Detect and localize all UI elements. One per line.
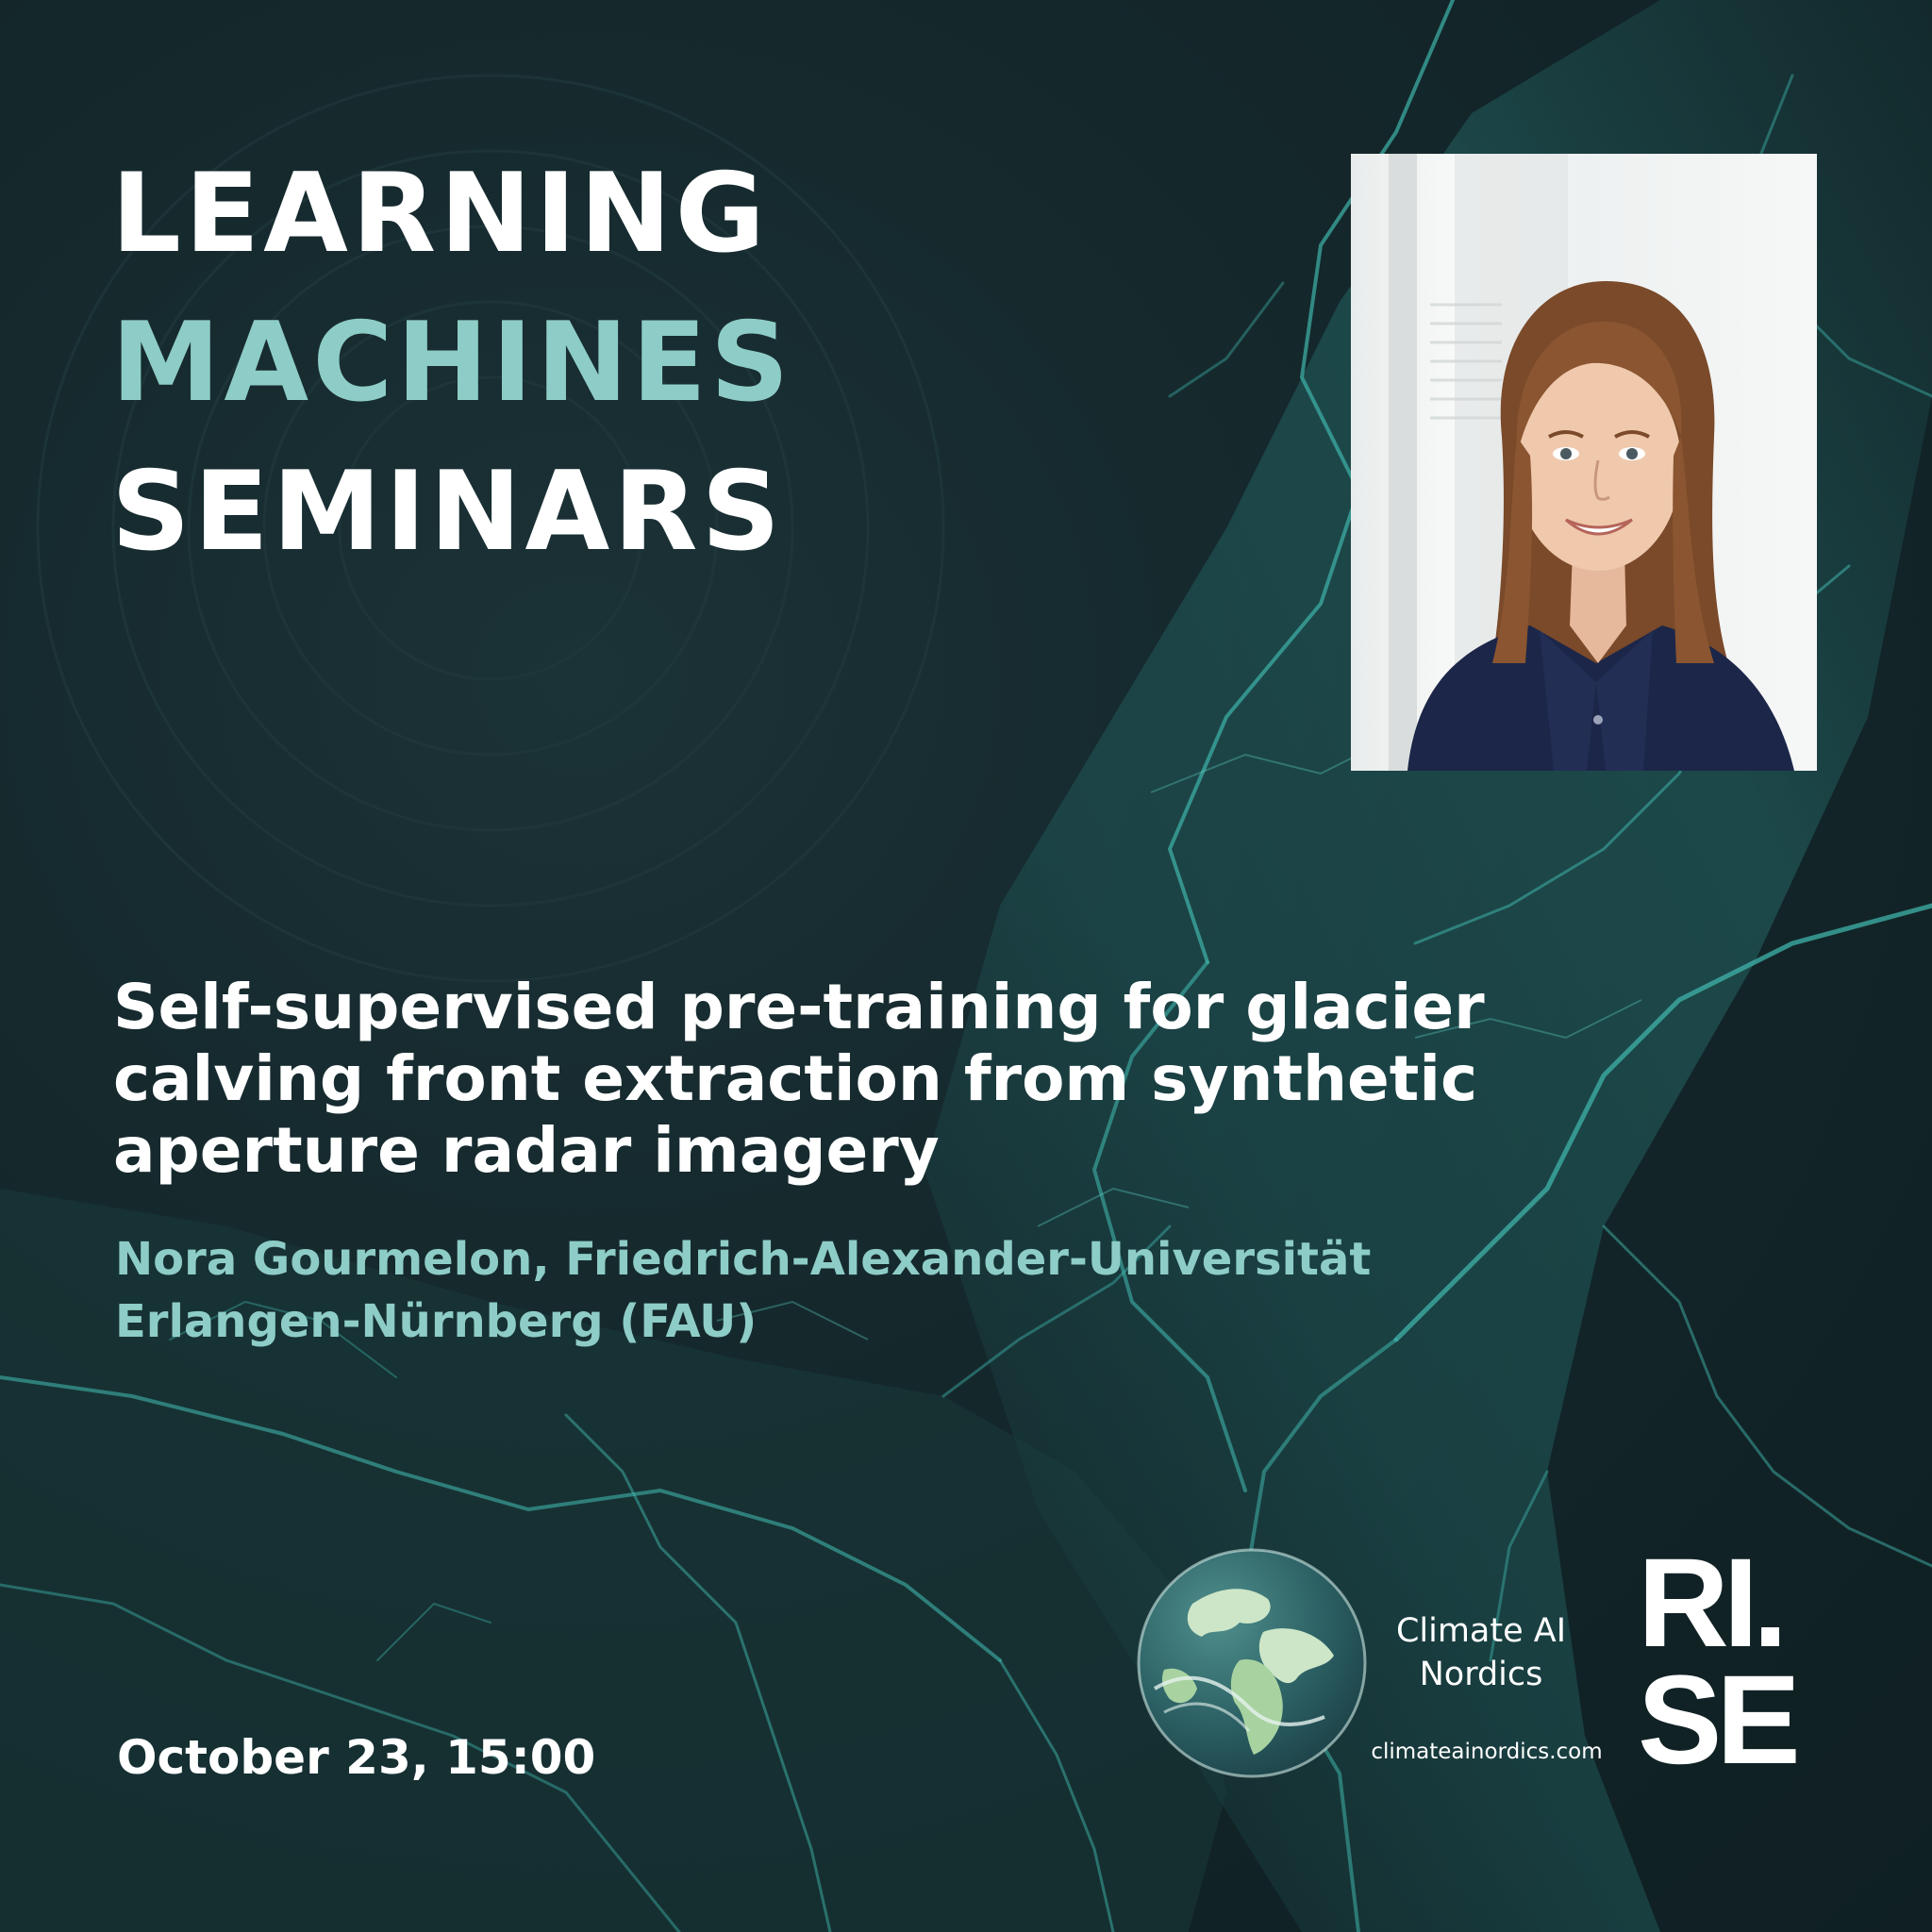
talk-title: Self-supervised pre-training for glacier calving front extraction from synthetic aperture radar imagery xyxy=(113,971,1485,1187)
climate-ai-name-line-2: Nordics xyxy=(1419,1656,1543,1693)
climate-ai-globe-icon xyxy=(1136,1547,1368,1779)
climate-ai-nordics-name xyxy=(1377,1609,1585,1696)
speaker-photo xyxy=(1351,154,1817,771)
rise-logo-line-2: SE xyxy=(1638,1650,1795,1790)
series-title-line-3: SEMINARS xyxy=(111,448,785,575)
series-title xyxy=(111,140,792,587)
series-title-line-2: MACHINES xyxy=(111,299,793,426)
event-datetime: October 23, 15:00 xyxy=(117,1730,596,1785)
climate-ai-nordics-url[interactable]: climateainordics.com xyxy=(1371,1740,1603,1764)
series-title-line-1: LEARNING xyxy=(111,150,769,277)
rise-logo xyxy=(1638,1533,1817,1790)
speaker-affiliation: Nora Gourmelon, Friedrich-Alexander-Universität Erlangen-Nürnberg (FAU) xyxy=(115,1233,1372,1348)
rise-logo-line-1: RI. xyxy=(1638,1533,1783,1674)
climate-ai-name-line-1: Climate AI xyxy=(1395,1612,1567,1650)
